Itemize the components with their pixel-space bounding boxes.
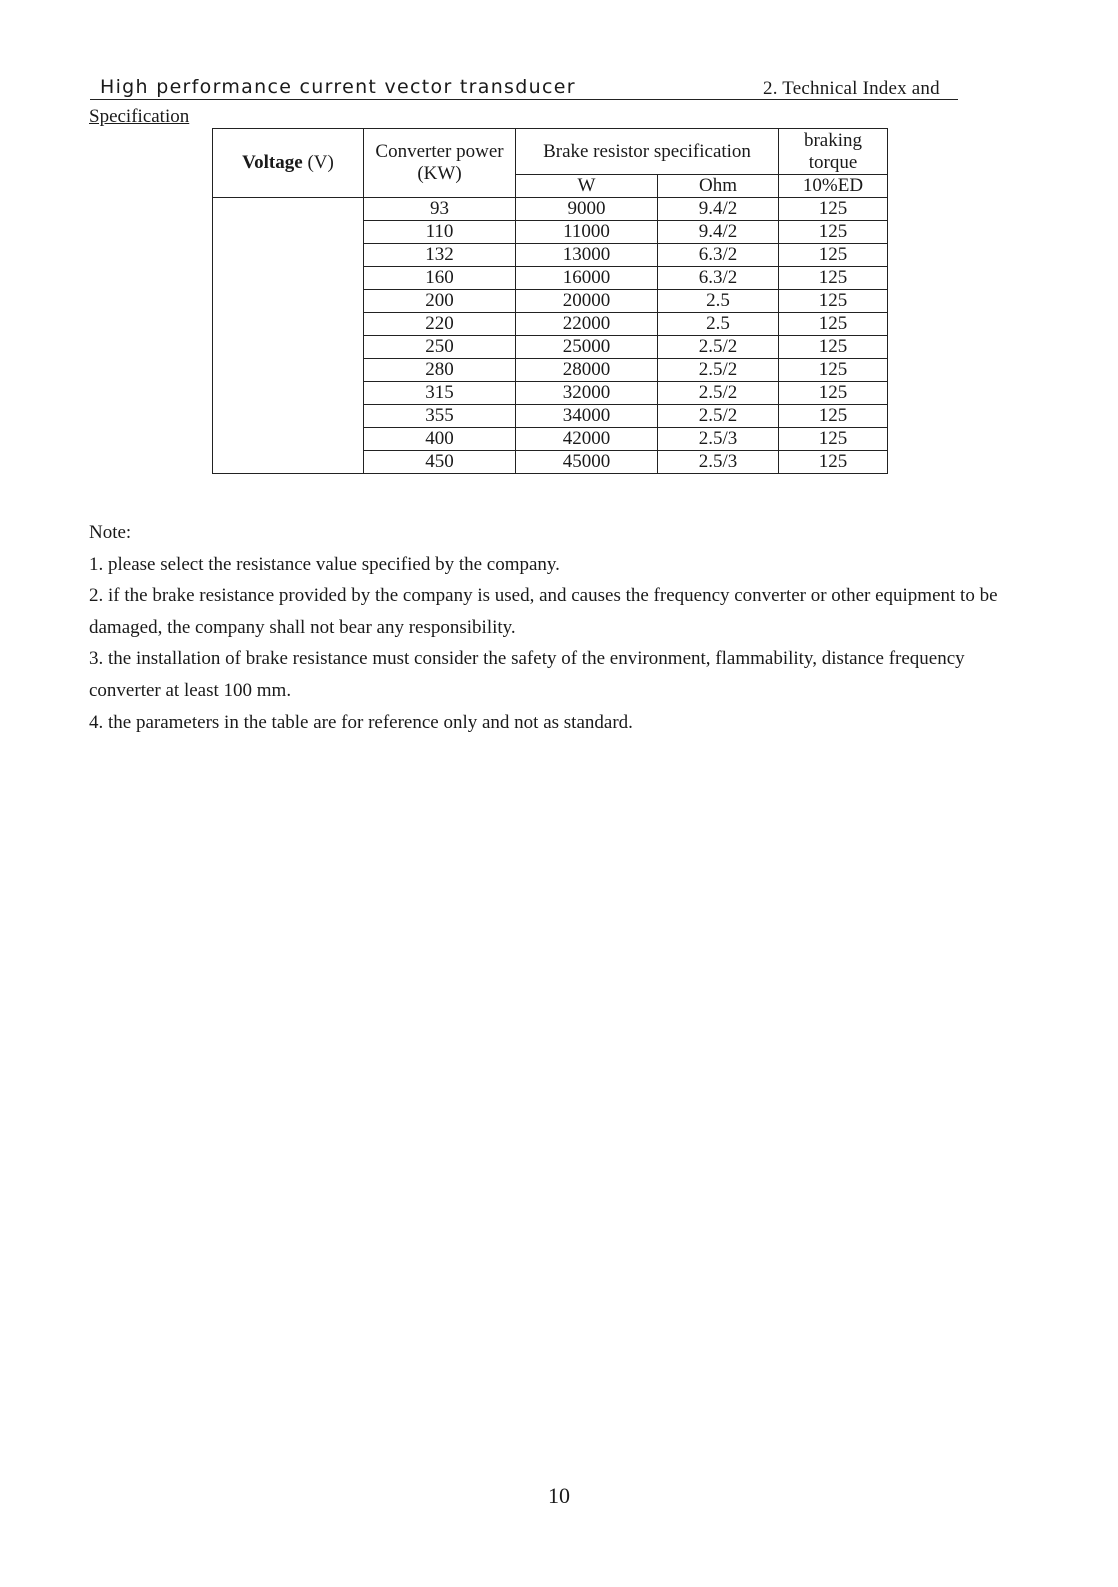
ohm-cell: 9.4/2 xyxy=(658,198,779,221)
w-cell: 16000 xyxy=(516,267,658,290)
ohm-cell: 9.4/2 xyxy=(658,221,779,244)
w-cell: 42000 xyxy=(516,428,658,451)
ohm-cell: 2.5/2 xyxy=(658,336,779,359)
torque-cell: 125 xyxy=(779,290,888,313)
power-label-line2: (KW) xyxy=(417,163,462,184)
w-cell: 25000 xyxy=(516,336,658,359)
kw-cell: 132 xyxy=(364,244,516,267)
voltage-unit: (V) xyxy=(307,152,334,173)
kw-cell: 250 xyxy=(364,336,516,359)
torque-cell: 125 xyxy=(779,244,888,267)
kw-cell: 110 xyxy=(364,221,516,244)
brake-resistor-table xyxy=(212,128,888,474)
kw-cell: 400 xyxy=(364,428,516,451)
torque-label-line2: torque xyxy=(808,151,858,173)
w-subheader: W xyxy=(516,175,658,198)
torque-cell: 125 xyxy=(779,198,888,221)
brake-spec-header: Brake resistor specification xyxy=(516,129,779,175)
torque-cell: 125 xyxy=(779,336,888,359)
w-cell: 45000 xyxy=(516,451,658,474)
torque-cell: 125 xyxy=(779,267,888,290)
torque-cell: 125 xyxy=(779,451,888,474)
ohm-cell: 6.3/2 xyxy=(658,244,779,267)
voltage-header xyxy=(213,129,364,198)
note-item: 4. the parameters in the table are for reference only and not as standard. xyxy=(89,711,633,733)
kw-cell: 93 xyxy=(364,198,516,221)
w-cell: 11000 xyxy=(516,221,658,244)
kw-cell: 355 xyxy=(364,405,516,428)
torque-cell: 125 xyxy=(779,382,888,405)
ohm-cell: 2.5/2 xyxy=(658,382,779,405)
ohm-subheader: Ohm xyxy=(658,175,779,198)
ohm-cell: 2.5/3 xyxy=(658,451,779,474)
torque-cell: 125 xyxy=(779,313,888,336)
w-cell: 34000 xyxy=(516,405,658,428)
w-cell: 22000 xyxy=(516,313,658,336)
page-number: 10 xyxy=(548,1483,570,1508)
torque-header xyxy=(779,129,888,175)
note-item: 2. if the brake resistance provided by the company is used, and causes the frequency converter or other equipment to be damaged, the company shall not bear any responsibility. xyxy=(89,585,998,638)
note-item: 3. the installation of brake resistance must consider the safety of the environment, flammability, distance frequency converter at least 100 mm. xyxy=(89,648,965,701)
torque-label-line1: braking xyxy=(803,129,863,151)
w-cell: 32000 xyxy=(516,382,658,405)
table-header-row xyxy=(213,129,888,175)
ohm-cell: 6.3/2 xyxy=(658,267,779,290)
w-cell: 9000 xyxy=(516,198,658,221)
power-header xyxy=(364,129,516,198)
torque-cell: 125 xyxy=(779,221,888,244)
torque-cell: 125 xyxy=(779,359,888,382)
note-item: 1. please select the resistance value specified by the company. xyxy=(89,553,560,575)
voltage-label: Voltage xyxy=(242,152,303,173)
notes-section xyxy=(89,517,1019,738)
w-cell: 13000 xyxy=(516,244,658,267)
power-label-line1: Converter power xyxy=(375,141,504,162)
kw-cell: 315 xyxy=(364,382,516,405)
header-rule xyxy=(90,99,958,100)
kw-cell: 450 xyxy=(364,451,516,474)
ohm-cell: 2.5/2 xyxy=(658,359,779,382)
ohm-cell: 2.5/3 xyxy=(658,428,779,451)
w-cell: 20000 xyxy=(516,290,658,313)
kw-cell: 200 xyxy=(364,290,516,313)
kw-cell: 220 xyxy=(364,313,516,336)
ohm-cell: 2.5/2 xyxy=(658,405,779,428)
table-row xyxy=(213,198,888,221)
ed-subheader: 10%ED xyxy=(779,175,888,198)
kw-cell: 160 xyxy=(364,267,516,290)
voltage-cell xyxy=(213,198,364,474)
header-section: 2. Technical Index and xyxy=(763,78,940,99)
ohm-cell: 2.5 xyxy=(658,313,779,336)
notes-heading: Note: xyxy=(89,522,132,543)
w-cell: 28000 xyxy=(516,359,658,382)
header-section-continued: Specification xyxy=(89,106,190,127)
kw-cell: 280 xyxy=(364,359,516,382)
torque-cell: 125 xyxy=(779,428,888,451)
torque-cell: 125 xyxy=(779,405,888,428)
ohm-cell: 2.5 xyxy=(658,290,779,313)
header-title: High performance current vector transducer xyxy=(100,76,576,98)
